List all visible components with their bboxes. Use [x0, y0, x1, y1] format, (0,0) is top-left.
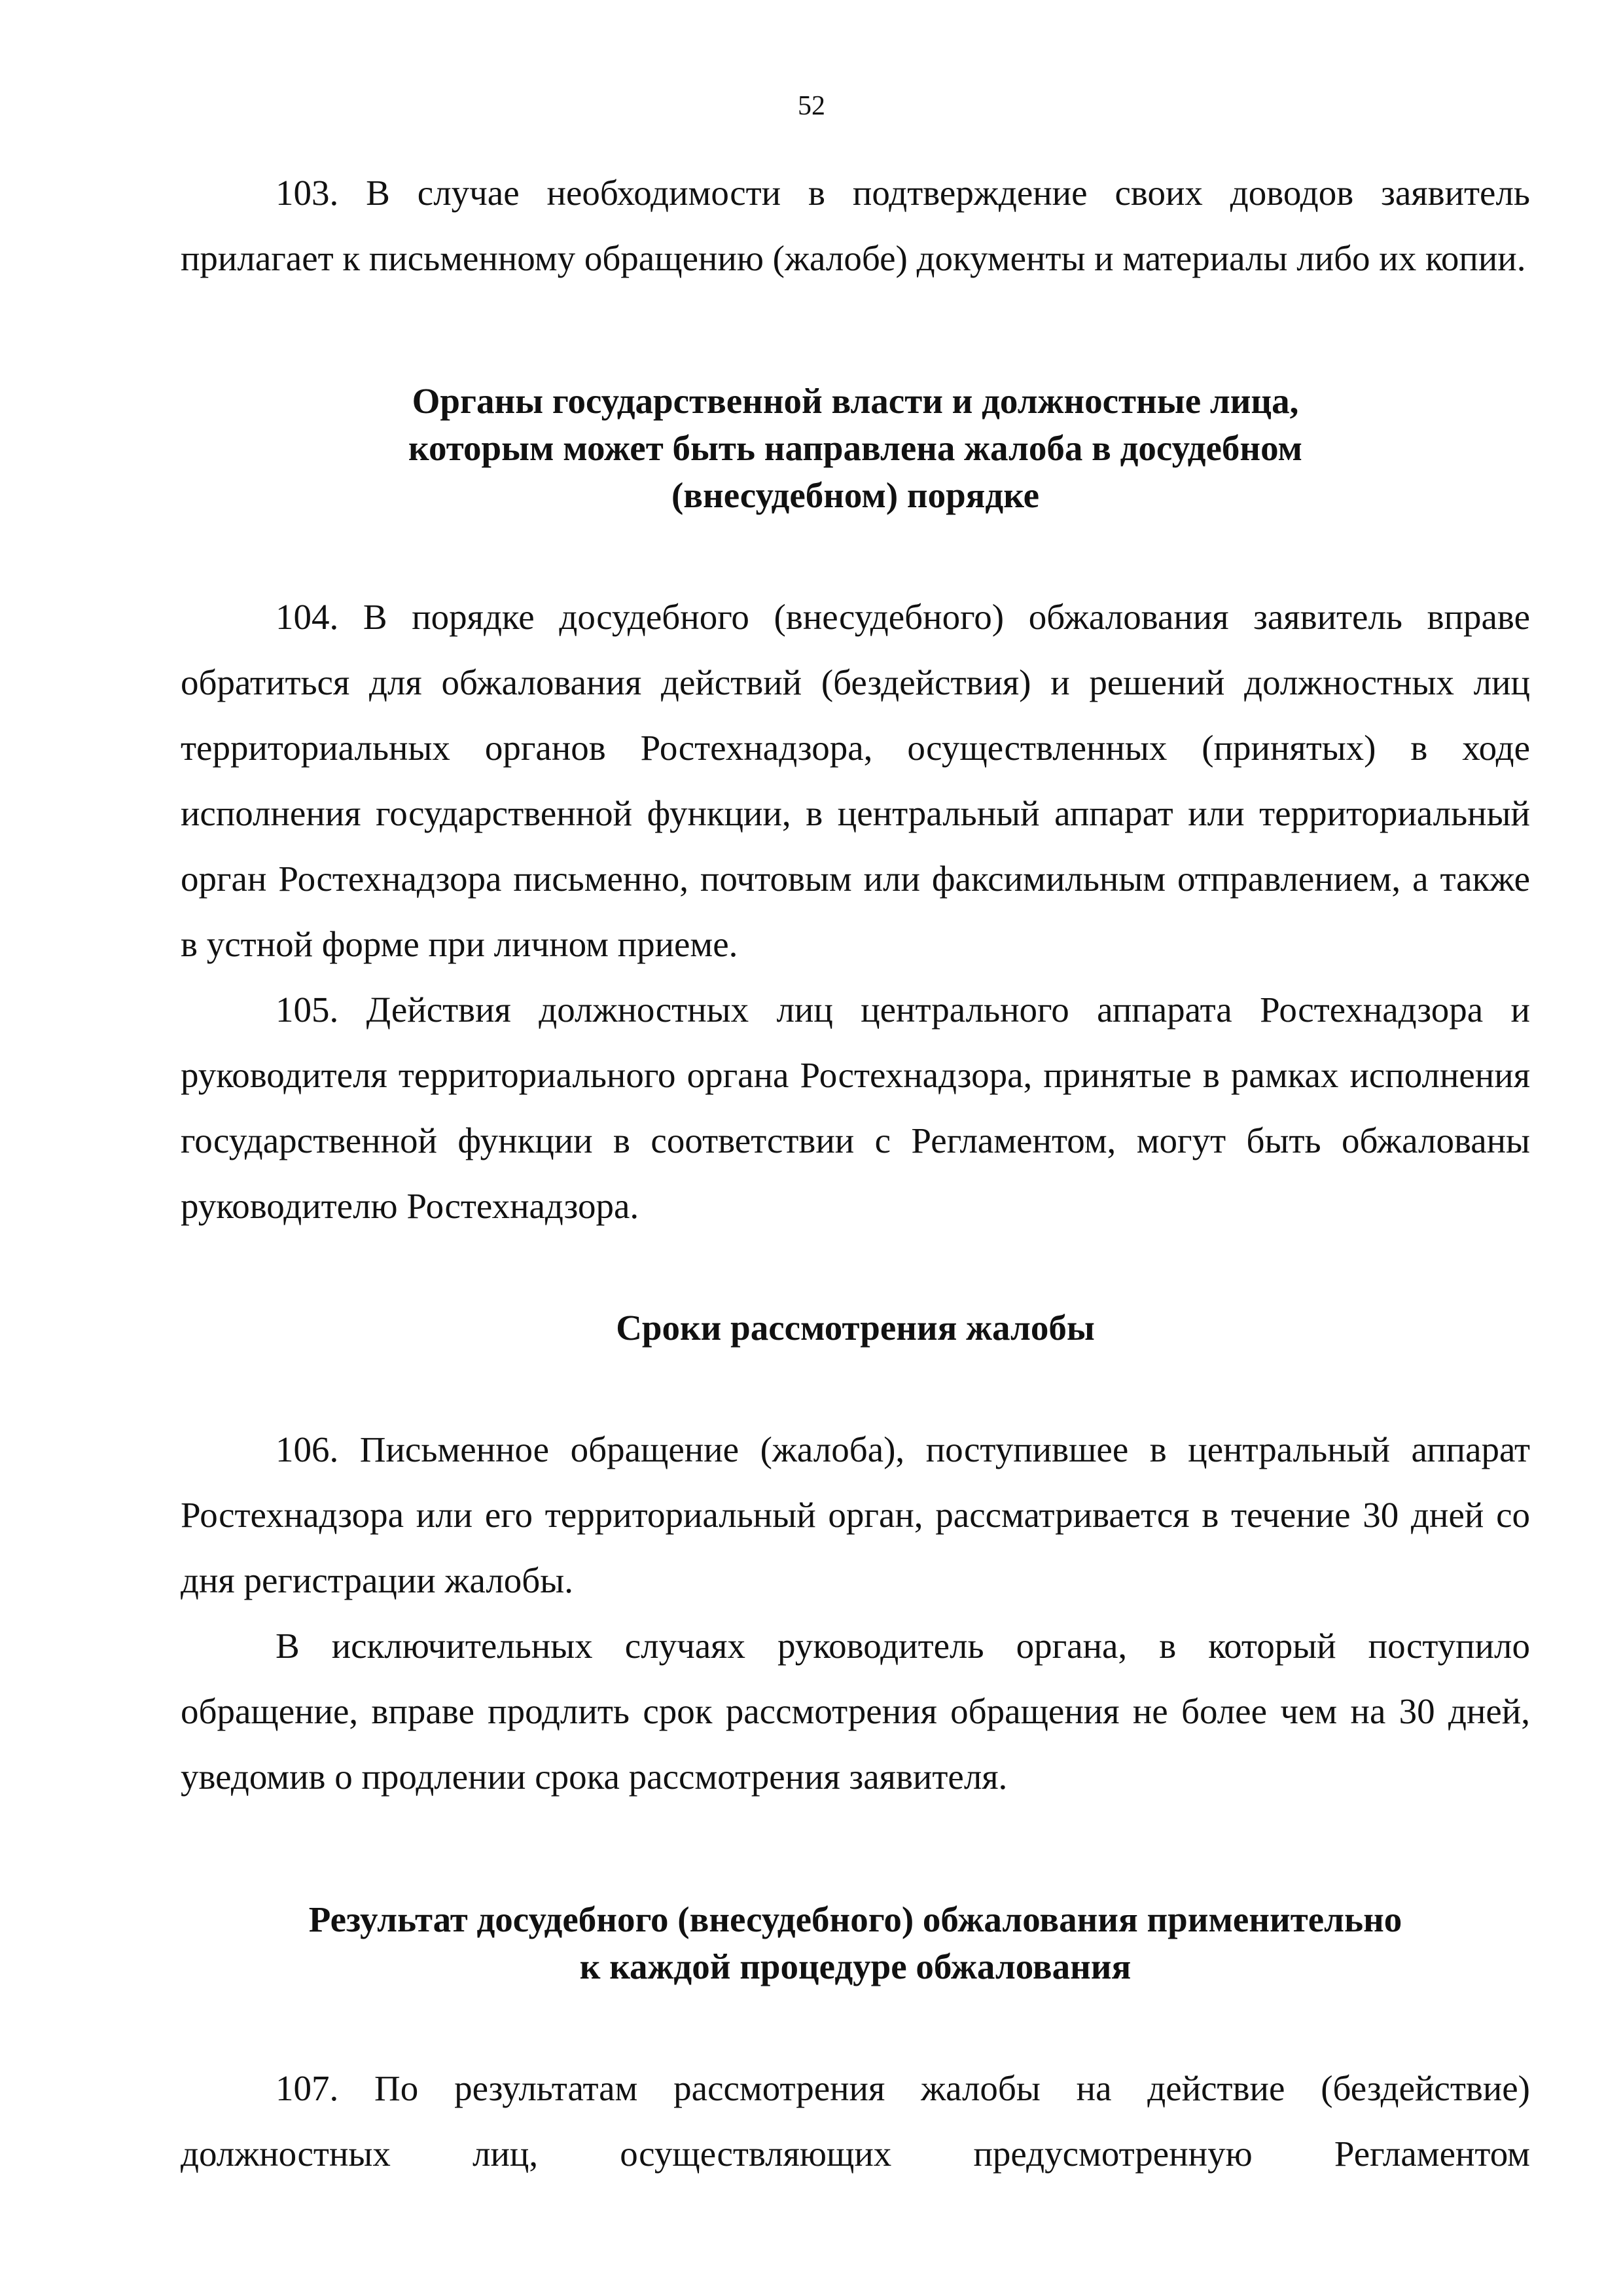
page-number: 52 [798, 91, 825, 121]
paragraph-106: 106. Письменное обращение (жалоба), поступившее в центральный аппарат Ростехнадзора или его территориальный орган, рассматривается в течение 30 дней со дня регистрации жалобы. [181, 1429, 1530, 1600]
paragraph-103: 103. В случае необходимости в подтверждение своих доводов заявитель прилагает к письменному обращению (жалобе) документы и материалы либо их копии. [181, 173, 1530, 278]
paragraph-105: 105. Действия должностных лиц центрального аппарата Ростехнадзора и руководителя территориального органа Ростехнадзора, принятые в рамках исполнения государственной функции в соответствии с Регламентом, могут быть обжалованы руководителю Ростехнадзора. [181, 990, 1530, 1226]
paragraph-106-exceptional-cases: В исключительных случаях руководитель органа, в который поступило обращение, вправе продлить срок рассмотрения обращения не более чем на 30 дней, уведомив о продлении срока рассмотрения заявителя. [181, 1626, 1530, 1797]
paragraph-107: 107. По результатам рассмотрения жалобы на действие (бездействие) должностных лиц, осуществляющих предусмотренную Регламентом [181, 2068, 1530, 2174]
section-heading-review-terms [181, 1304, 1530, 1352]
document-body [181, 160, 1530, 2187]
heading-line: Сроки рассмотрения жалобы [616, 1308, 1095, 1348]
heading-line: которым может быть направлена жалоба в досудебном [408, 428, 1302, 468]
section-heading-appeal-bodies [181, 378, 1530, 519]
paragraph-104: 104. В порядке досудебного (внесудебного) обжалования заявитель вправе обратиться для обжалования действий (бездействия) и решений должностных лиц территориальных органов Ростехнадзора, осуществленных (принятых) в ходе исполнения государственной функции, в центральный аппарат или территориальный орган Ростехнадзора письменно, почтовым или факсимильным отправлением, а также в устной форме при личном приеме. [181, 597, 1530, 964]
section-heading-appeal-result [181, 1896, 1530, 1990]
heading-line: Органы государственной власти и должностные лица, [412, 381, 1299, 421]
heading-line: Результат досудебного (внесудебного) обжалования применительно [308, 1899, 1402, 1939]
heading-line: (внесудебном) порядке [671, 475, 1039, 515]
heading-line: к каждой процедуре обжалования [579, 1946, 1132, 1986]
